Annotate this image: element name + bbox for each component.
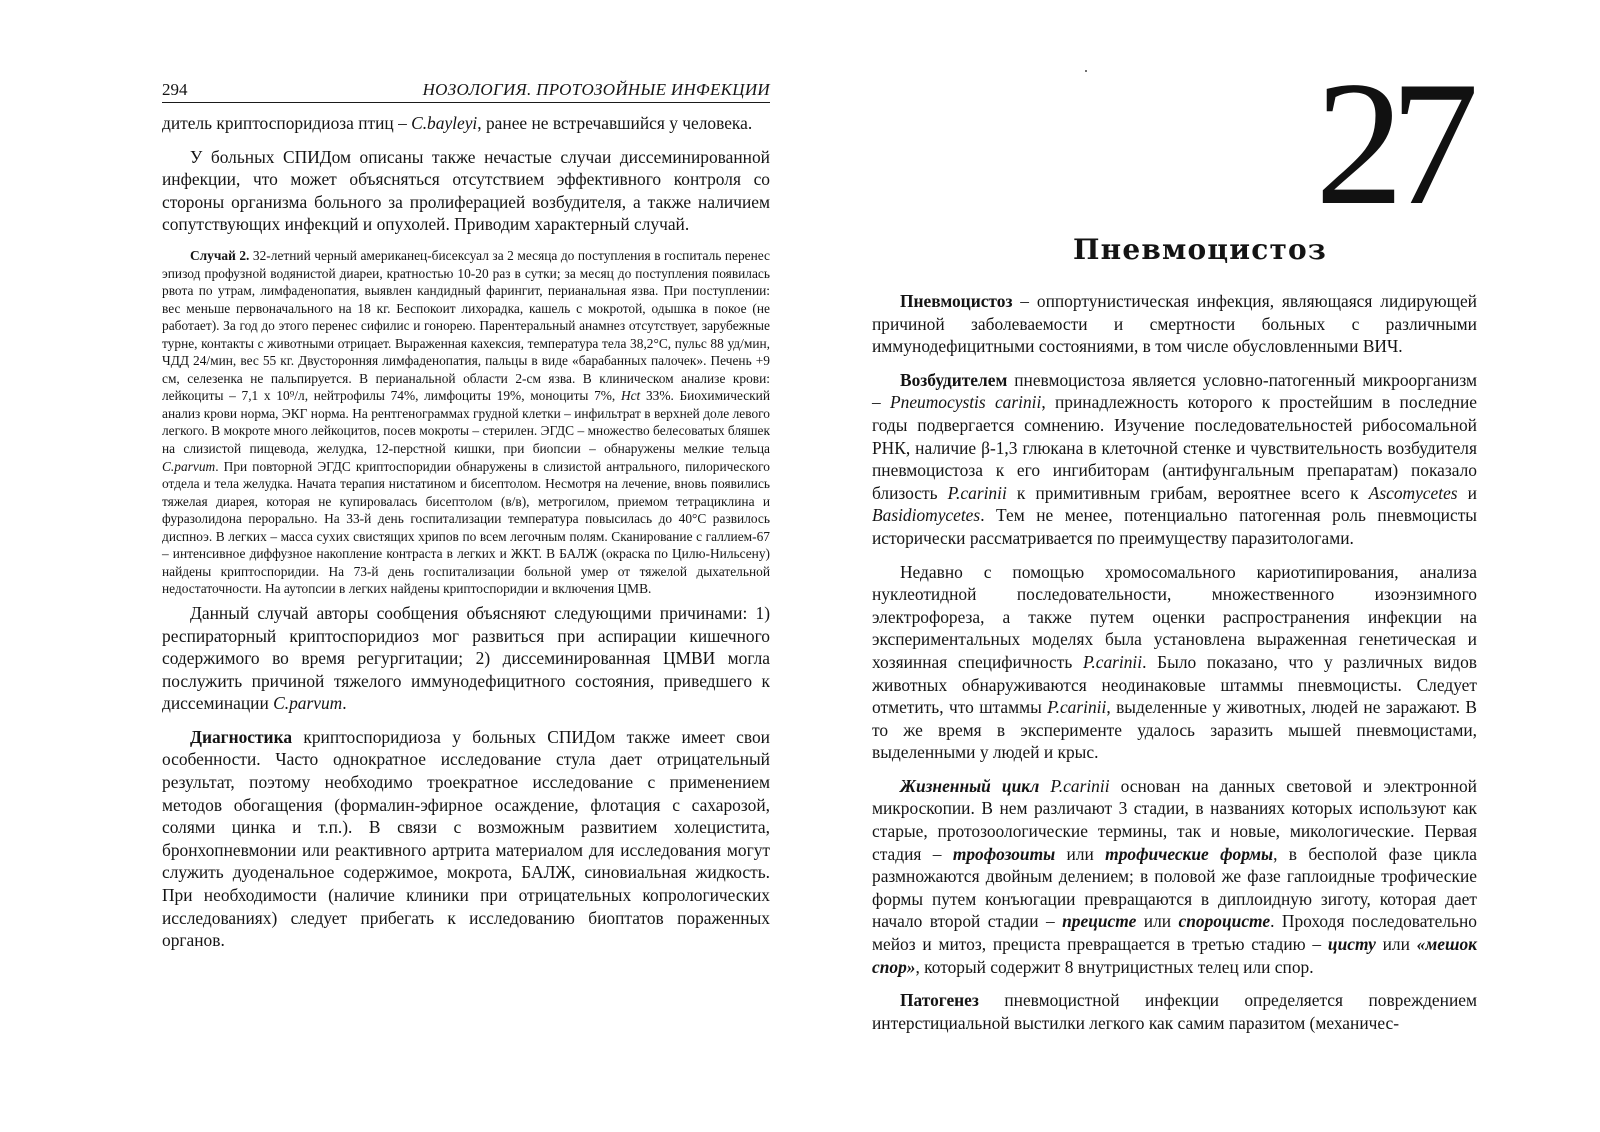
paragraph-dissemination: У больных СПИДом описаны также нечастые случаи диссеминированной инфекции, что может объясняться отсутствием эффективного контроля со стороны организма больного за пролиферацией возбудителя, а также наличием сопутствующих инфекций и опухолей. Приводим характерный случай. [162, 146, 770, 235]
term-diagnostics: Диагностика [190, 726, 293, 747]
right-page [800, 0, 1600, 1132]
running-header [162, 78, 770, 103]
scan-speck [1085, 70, 1087, 72]
paragraph-diagnostics: Диагностика криптоспоридиоза у больных СПИДом также имеет свои особенности. Часто однократное исследование стула дает отрицательный результат, поэтому необходимо троекратное исследование с применением методов обогащения (формалин-эфирное осаждение, флотация с сахарозой, солями цинка и т.п.). В связи с возможным развитием холецистита, бронхопневмонии или реактивного артрита материалом для исследования могут служить дуоденальное содержимое, мокрота, БАЛЖ, синовиальная жидкость. При необходимости (наличие клиники при отрицательных копрологических исследованиях) следует прибегать к исследованию биоптатов пораженных органов. [162, 726, 770, 951]
case-report: Случай 2. 32-летний черный американец-бисексуал за 2 месяца до поступления в госпиталь перенес эпизод профузной водянистой диареи, кратностью 10-20 раз в сутки; за месяц до поступления появилась рвота по утрам, лимфаденопатия, выявлен кандидный фарингит, перианальная язва. При поступлении: вес меньше первоначального на 18 кг. Беспокоит лихорадка, кашель с мокротой, одышка в покое (не работает). За год до этого перенес сифилис и гонорею. Парентеральный анамнез отсутствует, зарубежные турне, контакты с животными отрицает. Выраженная кахексия, температура тела 38,2°С, пульс 88 уд/мин, ЧДД 24/мин, вес 55 кг. Двусторонняя лимфаденопатия, пальцы в виде «барабанных палочек». Печень +9 см, селезенка не пальпируется. В перианальной области 2-см язва. В клиническом анализе крови: лейкоциты – 7,1 х 10⁹/л, нейтрофилы 74%, лимфоциты 19%, моноциты 7%, Hct 33%. Биохимический анализ крови норма, ЭКГ норма. На рентгенограммах грудной клетки – инфильтрат в верхней доле левого легкого. В мокроте много лейкоцитов, посев мокроты – стерилен. ЭГДС – множество белесоватых бляшек на слизистой пищевода, желудка, 12-перстной кишки, при биопсии – обнаружены мелкие тельца C.parvum. При повторной ЭГДС криптоспоридии обнаружены в слизистой антрального, пилорического отдела и тела желудка. Начата терапия нистатином и бисептолом. Несмотря на лечение, вновь появились тяжелая диарея, которая не купировалась бисептолом (в/в), метрогилом, приемом тетрациклина и фуразолидона перорально. На 33-й день госпитализации температура повысилась до 40°С развилось диспноэ. В легких – масса сухих свистящих хрипов по всем легочным полям. Сканирование с галлием-67 – интенсивное диффузное накопление контраста в легких и ЖКТ. В БАЛЖ (окраска по Цилю-Нильсену) найдены криптоспоридии. На 73-й день госпитализации больной умер от тяжелой дыхательной недостаточности. На аутопсии в легких найдены криптоспоридии и включения ЦМВ. [162, 247, 771, 597]
paragraph-pathogen: Возбудителем пневмоцистоза является условно-патогенный микроорганизм – Pneumocystis carinii, принадлежность которого к простейшим в последние годы подвергается сомнению. Изучение последовательностей рибосомальной РНК, наличие β-1,3 глюкана в клеточной стенке и чувствительность возбудителя пневмоцистоза к его ингибиторам (антифунгальным препаратам) показало близость P.carinii к примитивным грибам, вероятнее всего к Ascomycetes и Basidiomycetes. Тем не менее, потенциально патогенная роль пневмоцисты исторически рассматривается по преимуществу паразитологами. [872, 369, 1478, 548]
running-title: НОЗОЛОГИЯ. ПРОТОЗОЙНЫЕ ИНФЕКЦИИ [422, 80, 770, 99]
paragraph-specificity: Недавно с помощью хромосомального кариотипирования, анализа нуклеотидной последовательности, множественного изоэнзимного электрофореза, а также путем оценки распространения инфекции на экспериментальных моделях была установлена выраженная генетическая и хозяинная специфичность P.carinii. Было показано, что у различных видов животных обнаруживаются неодинаковые штаммы пневмоцисты. Следует отметить, что штаммы P.carinii, выделенные у животных, людей не заражают. В то же время в эксперименте удалось заразить мышей пневмоцистами, выделенными у людей и крыс. [872, 561, 1478, 763]
case-label: Случай 2. [190, 247, 250, 263]
paragraph-life-cycle: Жизненный цикл P.carinii основан на данных световой и электронной микроскопии. В нем различают 3 стадии, в названиях которых используют как старые, протозоологические термины, так и новые, микологические. Первая стадия – трофозоиты или трофические формы, в бесполой фазе цикла размножаются двойным делением; в половой же фазе гаплоидные трофические формы путем конъюгации превращаются в диплоидную зиготу, которая дает начало второй стадии – прецисте или споpоцисте. Проходя последовательно мейоз и митоз, прециста превращается в третью стадию – цисту или «мешок спор», который содержит 8 внутрицистных телец или спор. [872, 775, 1477, 977]
chapter-number: 27 [1315, 44, 1465, 242]
paragraph-definition: Пневмоцистоз – оппортунистическая инфекция, являющаяся лидирующей причиной заболеваемости и смертности больных с различными иммунодефицитными состояниями, в том числе обусловленными ВИЧ. [872, 291, 1477, 357]
paragraph-continuation: дитель криптоспоридиоза птиц – C.bayleyi, ранее не встречавшийся у человека. [162, 113, 753, 133]
paragraph-case-explanation: Данный случай авторы сообщения объясняют следующими причинами: 1) респираторный криптоспоридиоз мог развиться при аспирации кишечного содержимого во время регургитации; 2) диссеминированная ЦМВИ могла послужить причиной тяжелого иммунодефицитного состояния, приведшего к диссеминации C.parvum. [162, 602, 770, 714]
right-text-column [872, 290, 1477, 1034]
page-number: 294 [162, 80, 188, 99]
left-text-column [162, 112, 770, 952]
paragraph-pathogenesis: Патогенез пневмоцистной инфекции определяется повреждением интерстициальной выстилки легкого как самим паразитом (механичес- [872, 990, 1477, 1033]
chapter-title: Пневмоцистоз [1073, 233, 1327, 266]
